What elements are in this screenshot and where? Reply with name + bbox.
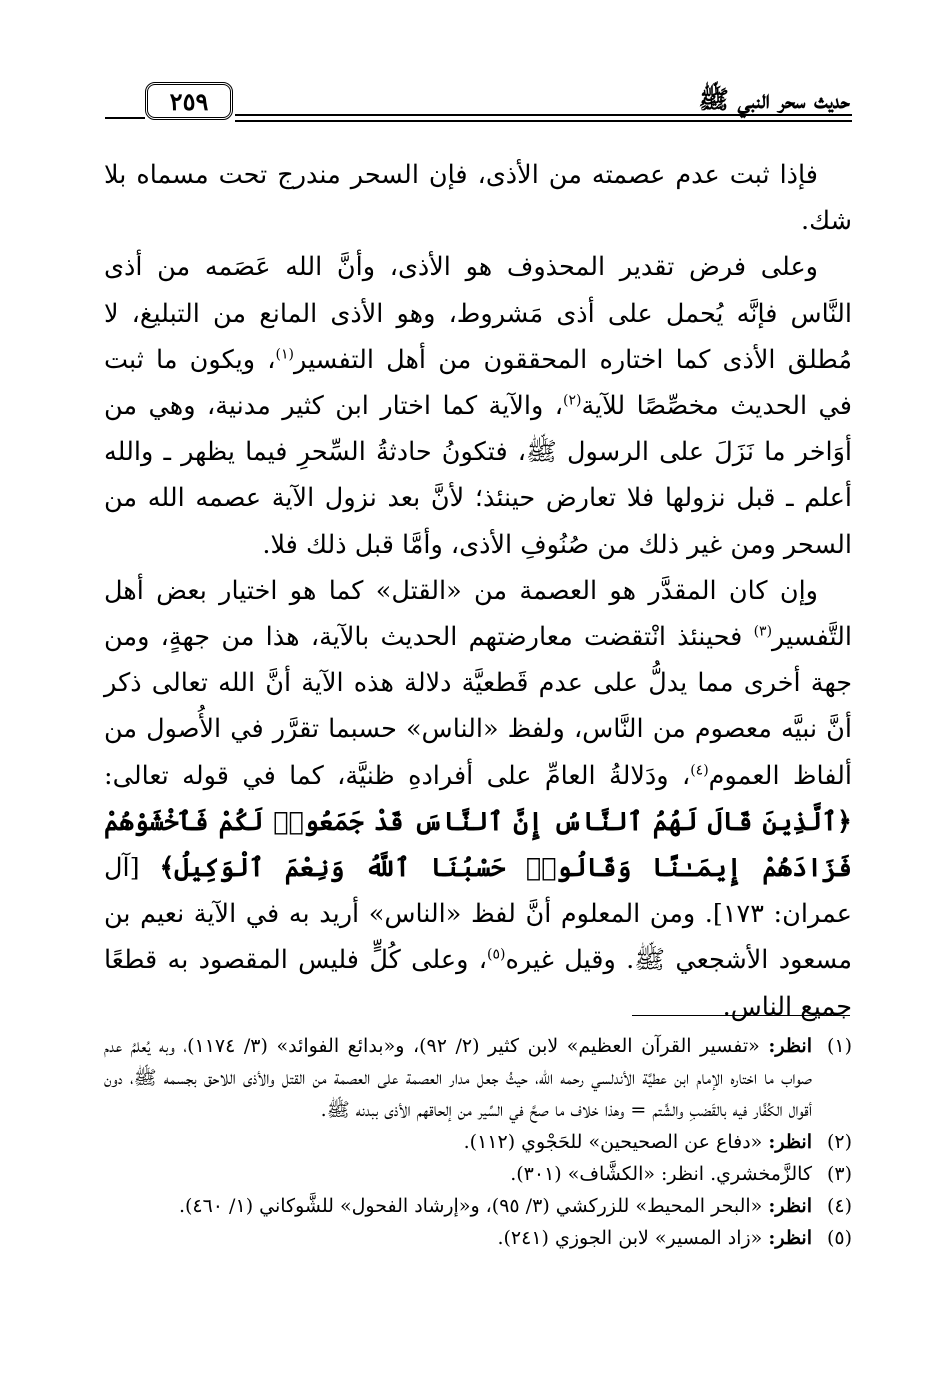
footnote-number: (٢) [826,1131,852,1153]
paragraph-2-text-c: ، والآية كما اختار ابن كثير مدنية، وهي من أوَاخر ما نَزَلَ على الرسول ﷺ، فتكونُ حادثةُ السِّحرِ فيما يظهر ـ والله أعلم ـ قبل نزولها فلا تعارض حينئذ؛ لأنَّ بعد نزول الآية عصمه الله من السحر ومن غير ذلك من صُنُوفِ الأذى، وأمَّا قبل ذلك فلا. [104,391,852,560]
footnote-text [104,1222,812,1254]
footnote-body: «زاد المسير» لابن الجوزي (٢٤١). [497,1227,763,1249]
footnote-body: «تفسير القرآن العظيم» لابن كثير (٢/ ٩٢)، و«بدائع الفوائد» (٣/ ١١٧٤)، وبه يُعلمُ عدم صواب ما اختاره الإمام ابن عطيَّة الأندلسي رحمه الله، حيثُ جعل مدار العصمة على العصمة من القتل والأذى اللاحق بجسمه ﷺ، دون أقوال الكُفَّار فيه بالقَضبِ والشَّتم = وهذا خلاف ما صحَّ في السِّير من إلحاقهم الأذى ببدنه ﷺ. [104,1035,812,1121]
paragraph-2 [104,244,852,567]
footnote-4 [104,1190,852,1222]
footnote-text [104,1126,812,1158]
footnotes [104,1030,852,1254]
footnote-5 [104,1222,852,1254]
footnote-ref-4[interactable]: (٤) [690,762,709,779]
header-rule-top [235,114,852,116]
paragraph-3-text-b: فحينئذ انْتقضت معارضتهم الحديث بالآية، هذا من جهةٍ، ومن جهة أخرى مما يدلُّ على عدم قَطعيَّة دلالة هذه الآية أنَّ الله تعالى ذكر أنَّ نبيَّه معصوم من النَّاس، ولفظ «الناس» حسبما تقرَّر في الأُصول من ألفاظ العموم [104,622,853,791]
footnote-number: (٣) [826,1163,852,1185]
footnote-text [104,1030,812,1126]
footnote-label: انظر: [768,1227,812,1249]
footnote-ref-1[interactable]: (١) [275,346,294,363]
page-number-box [145,82,233,120]
footnote-body: كالزَّمخشري. انظر: «الكشَّاف» (٣٠١). [510,1163,812,1185]
footnote-number: (٤) [826,1195,852,1217]
footnote-body: «دفاع عن الصحيحين» للحَجْوي (١١٢). [463,1131,763,1153]
footnote-1 [104,1030,852,1126]
paragraph-3-text-c: ، ودَلالةُ العامِّ على أفرادهِ ظنيَّة، كما في قوله تعالى: [104,760,691,791]
footnote-label: انظر: [768,1035,812,1057]
paragraph-3 [104,568,852,1030]
paragraph-3-text-d: [آل عمران: ١٧٣]. ومن المعلوم أنَّ لفظ «الناس» أريد به في الآية نعيم بن مسعود الأشجعي ﷺ. وقيل غيره [104,853,852,976]
footnote-label: انظر: [768,1131,812,1153]
paragraph-3-text-a: وإن كان المقدَّر هو العصمة من «القتل» كما هو اختيار بعض أهل التَّفسير [104,575,852,653]
footnote-ref-3[interactable]: (٣) [753,623,773,640]
paragraph-2-text-b: ، ويكون ما ثبت في الحديث مخصِّصًا للآية [104,344,852,422]
quran-verse: ﴿ٱلَّذِينَ قَالَ لَهُمُ ٱلنَّاسُ إِنَّ ٱلنَّاسَ قَدْ جَمَعُوا۟ لَكُمْ فَٱخْشَوْهُمْ فَزَادَهُمْ إِيمَـٰنًا وَقَالُوا۟ حَسْبُنَا ٱللَّهُ وَنِعْمَ ٱلْوَكِيلُ﴾ [104,806,852,884]
header-rule-bottom [235,120,852,122]
footnote-separator [632,1015,850,1016]
paragraph-3-text-e: ، وعلى كُلٍّ فليس المقصود به قطعًا جميع الناس. [104,945,852,1022]
main-text [104,152,852,1030]
running-title: حديث سحر النبي ﷺ [698,85,850,114]
footnote-number: (١) [826,1035,852,1057]
header-rule-left [105,117,145,119]
paragraph-2-text-a: وعلى فرض تقدير المحذوف هو الأذى، وأنَّ الله عَصَمه من أذى النَّاس فإنَّه يُحمل على أذى مَشروط، وهو الأذى المانع من التبليغ، لا مُطلق الأذى كما اختاره المحققون من أهل التفسير [104,252,852,375]
footnote-text [104,1190,812,1222]
paragraph-1-text: فإذا ثبت عدم عصمته من الأذى، فإن السحر مندرج تحت مسماه بلا شك. [104,160,852,237]
page-header [105,80,850,140]
footnote-text [104,1158,812,1190]
page-number: ٢٥٩ [169,86,209,116]
footnote-3 [104,1158,852,1190]
paragraph-1 [104,152,852,244]
footnote-2 [104,1126,852,1158]
footnote-label: انظر: [768,1195,812,1217]
footnote-number: (٥) [826,1227,852,1249]
footnote-ref-5[interactable]: (٥) [486,946,506,963]
footnote-ref-2[interactable]: (٢) [562,392,582,409]
footnote-body: «البحر المحيط» للزركشي (٣/ ٩٥)، و«إرشاد الفحول» للشَّوكاني (١/ ٤٦٠). [178,1195,763,1217]
